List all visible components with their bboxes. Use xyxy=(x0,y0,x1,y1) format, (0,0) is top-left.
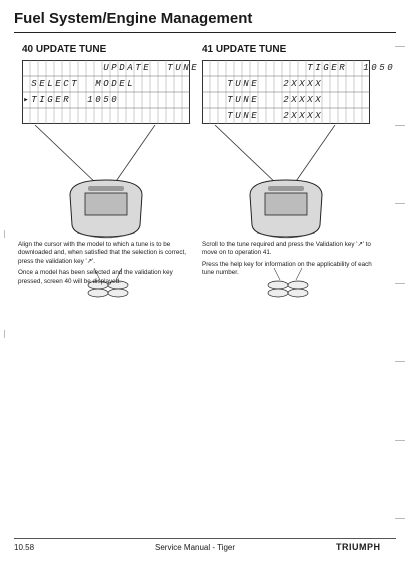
caption-paragraph: Scroll to the tune required and press the Validation key '↗' to move on to operation 41. xyxy=(202,241,371,257)
margin-mark xyxy=(395,440,405,441)
screen-line: U P D A T E T U N E xyxy=(103,63,197,73)
section-title-40: 40 UPDATE TUNE xyxy=(22,44,107,55)
page-header-title: Fuel System/Engine Management xyxy=(14,10,253,27)
binding-mark xyxy=(4,330,5,338)
screen-line: T I G E R 1 0 5 0 xyxy=(307,63,393,73)
page-number: 10.58 xyxy=(14,543,35,552)
binding-mark xyxy=(4,230,5,238)
footer-rule xyxy=(14,538,396,539)
caption-paragraph: Once a model has been selected and the validation key pressed, screen 40 will be displayed. xyxy=(18,269,173,285)
screen-line: T U N E 2 X X X X xyxy=(227,95,321,105)
caption-paragraph: Press the help key for information on the applicability of each tune number. xyxy=(202,260,372,277)
caption-41 xyxy=(202,241,380,281)
caption-paragraph: Align the cursor with the model to which a tune is to be downloaded and, when satisfied that the selection is correct, press the validation key '↗'. xyxy=(18,241,187,265)
screen-line: ▸ T I G E R 1 0 5 0 xyxy=(23,95,117,105)
margin-mark xyxy=(395,125,405,126)
screen-line: T U N E 2 X X X X xyxy=(227,79,321,89)
section-title-41: 41 UPDATE TUNE xyxy=(202,44,287,55)
display-screen-41 xyxy=(202,60,393,124)
diagnostic-tool-illustration-41 xyxy=(210,125,360,350)
brand-logo: TRIUMPH xyxy=(336,542,381,552)
manual-title: Service Manual - Tiger xyxy=(155,543,236,552)
screen-line xyxy=(22,108,190,124)
screen-line: S E L E C T M O D E L xyxy=(31,79,133,89)
margin-mark xyxy=(395,203,405,204)
header-rule xyxy=(14,32,396,33)
margin-mark xyxy=(395,283,405,284)
display-screen-40 xyxy=(22,60,197,124)
margin-mark xyxy=(395,361,405,362)
diagnostic-tool-illustration-40 xyxy=(30,125,180,350)
screen-line: T U N E 2 X X X X xyxy=(227,111,321,121)
caption-40 xyxy=(18,241,196,289)
margin-mark xyxy=(395,46,405,47)
margin-mark xyxy=(395,518,405,519)
